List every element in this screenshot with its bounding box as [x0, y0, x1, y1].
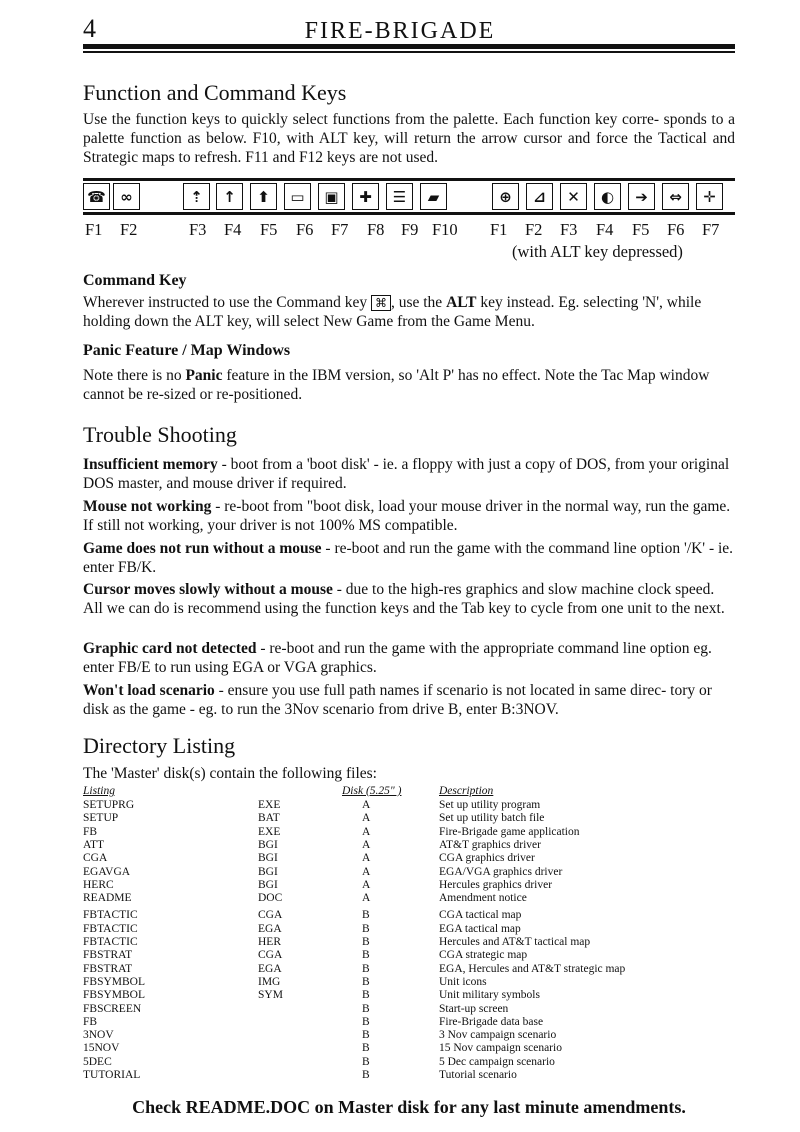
function-key-label: F1: [85, 220, 103, 239]
file-extension: BGI: [258, 838, 278, 851]
alt-function-key-label: F1: [490, 220, 508, 239]
file-name: HERC: [83, 878, 114, 891]
file-name: README: [83, 892, 132, 905]
scroll-up-icon: ⇡: [183, 183, 210, 210]
subheading-command-key: Command Key: [83, 272, 187, 289]
file-name: 5DEC: [83, 1055, 112, 1068]
disk-letter: B: [362, 989, 370, 1002]
file-description: Amendment notice: [439, 892, 527, 905]
file-description: AT&T graphics driver: [439, 838, 541, 851]
file-description: Unit military symbols: [439, 989, 540, 1002]
disk-letter: A: [362, 865, 371, 878]
trouble-term: Insufficient memory: [83, 456, 218, 473]
file-name: FB: [83, 825, 98, 838]
trouble-term: Mouse not working: [83, 498, 212, 515]
crosshair-icon: ⊕: [492, 183, 519, 210]
file-extension: SYM: [258, 989, 283, 1002]
document-title: FIRE-BRIGADE: [304, 18, 496, 44]
disk-letter: B: [362, 949, 370, 962]
alt-function-key-label: F5: [632, 220, 650, 239]
arrow-r-icon: ➔: [628, 183, 655, 210]
section-heading-function-keys: Function and Command Keys: [83, 80, 347, 105]
phone-icon: ☎: [83, 183, 110, 210]
trouble-item: [83, 497, 735, 535]
file-description: Start-up screen: [439, 1002, 509, 1015]
file-extension: DOC: [258, 892, 283, 905]
section-heading-directory: Directory Listing: [83, 733, 236, 758]
function-key-label: F3: [189, 220, 207, 239]
file-extension: BAT: [258, 812, 280, 825]
column-header-disk: Disk (5.25" ): [342, 785, 402, 797]
alt-function-key-label: F4: [596, 220, 614, 239]
function-key-label: F4: [224, 220, 242, 239]
file-description: Fire-Brigade data base: [439, 1015, 544, 1028]
file-name: SETUPRG: [83, 799, 135, 811]
unit-box-alt-icon: ▣: [318, 183, 345, 210]
file-extension: CGA: [258, 909, 283, 922]
truck-icon: ▰: [420, 183, 447, 210]
trouble-text: - due to the high-res graphics and slow machine clock speed. All we can do is recommend using the function keys and the Tab key to cycle from one unit to the next.: [83, 581, 725, 617]
file-description: CGA tactical map: [439, 909, 522, 922]
file-extension: BGI: [258, 878, 278, 891]
file-description: 5 Dec campaign scenario: [439, 1055, 555, 1068]
file-name: ATT: [83, 838, 105, 851]
function-key-label: F7: [331, 220, 349, 239]
trouble-term: Cursor moves slowly without a mouse: [83, 581, 333, 598]
file-extension: EXE: [258, 799, 281, 811]
trouble-text: - ensure you use full path names if scenario is not located in same direc- tory or disk as the game - eg. to run the 3Nov scenario from drive B, enter B:3NOV.: [83, 682, 712, 718]
panic-paragraph: Note there is no Panic feature in the IBM version, so 'Alt P' has no effect. Note the Tac Map window cannot be re-sized or re-positioned.: [83, 367, 710, 403]
half-circle-icon: ◐: [594, 183, 621, 210]
file-extension: BGI: [258, 852, 278, 865]
trouble-term: Game does not run without a mouse: [83, 540, 322, 557]
disk-letter: B: [362, 1055, 370, 1068]
trouble-term: Graphic card not detected: [83, 640, 257, 657]
directory-listing: [83, 785, 735, 1090]
disk-letter: B: [362, 936, 370, 948]
command-key-paragraph: Wherever instructed to use the Command key ⌘ , use the ALT key instead. Eg. selecting 'N', while holding down the ALT key, will select New Game from the Game Menu.: [83, 294, 702, 330]
trouble-text: - re-boot and run the game with the command line option '/K' - ie. enter FB/K.: [83, 540, 734, 576]
disk-letter: B: [362, 1002, 370, 1015]
file-extension: BGI: [258, 865, 278, 878]
disk-letter: B: [362, 1069, 370, 1081]
disk-letter: B: [362, 975, 370, 988]
file-description: Hercules and AT&T tactical map: [439, 936, 591, 948]
disk-letter: A: [362, 852, 371, 865]
disk-letter: B: [362, 1015, 370, 1028]
disk-letter: B: [362, 962, 370, 975]
file-description: CGA graphics driver: [439, 852, 535, 865]
file-name: CGA: [83, 852, 108, 865]
page-number: 4: [83, 14, 96, 43]
function-key-label: F8: [367, 220, 385, 239]
trouble-text: - boot from a 'boot disk' - ie. a floppy with just a copy of DOS, from your original DOS master, and mouse driver if required.: [83, 456, 730, 492]
disk-letter: B: [362, 909, 370, 922]
alt-function-key-label: F7: [702, 220, 720, 239]
file-name: FBTACTIC: [83, 936, 138, 948]
alt-function-key-label: F6: [667, 220, 685, 239]
file-extension: EGA: [258, 922, 282, 935]
file-name: 15NOV: [83, 1042, 120, 1055]
file-extension: HER: [258, 936, 281, 948]
file-description: EGA tactical map: [439, 922, 521, 935]
section-heading-trouble: Trouble Shooting: [83, 422, 237, 447]
function-key-label: F6: [296, 220, 314, 239]
disk-letter: A: [362, 892, 371, 905]
alt-key-note: (with ALT key depressed): [512, 242, 683, 261]
up-arrow-icon: ↑: [216, 183, 243, 210]
disk-letter: B: [362, 1042, 370, 1055]
file-name: TUTORIAL: [83, 1069, 141, 1081]
trouble-item: [83, 681, 735, 719]
cancel-icon: ✕: [560, 183, 587, 210]
file-name: FBSYMBOL: [83, 989, 145, 1002]
disk-letter: A: [362, 812, 371, 825]
grid-move-icon: ⊿: [526, 183, 553, 210]
plus-figure-icon: ✛: [696, 183, 723, 210]
header-rule-thin: [83, 51, 735, 53]
column-header-description: Description: [439, 785, 494, 797]
header-rule: [83, 44, 735, 49]
disk-letter: A: [362, 799, 371, 811]
file-name: FBSTRAT: [83, 962, 133, 975]
file-name: EGAVGA: [83, 865, 131, 878]
function-key-label: F10: [432, 220, 458, 239]
file-description: Tutorial scenario: [439, 1069, 517, 1081]
trouble-item: [83, 580, 735, 618]
file-name: FB: [83, 1015, 98, 1028]
file-name: SETUP: [83, 812, 119, 825]
unit-box-icon: ▭: [284, 183, 311, 210]
trouble-item: [83, 539, 735, 577]
file-description: 3 Nov campaign scenario: [439, 1029, 557, 1042]
subheading-panic: Panic Feature / Map Windows: [83, 342, 291, 359]
function-key-label: F2: [120, 220, 138, 239]
alt-function-key-label: F3: [560, 220, 578, 239]
file-description: CGA strategic map: [439, 949, 528, 962]
binoculars-icon: ∞: [113, 183, 140, 210]
file-name: FBSYMBOL: [83, 975, 145, 988]
file-extension: IMG: [258, 975, 281, 988]
function-key-label: F9: [401, 220, 419, 239]
file-name: FBSCREEN: [83, 1002, 142, 1015]
disk-letter: A: [362, 878, 371, 891]
file-description: Fire-Brigade game application: [439, 825, 580, 838]
command-key-icon: ⌘: [371, 295, 391, 311]
directory-intro: The 'Master' disk(s) contain the following files:: [83, 765, 377, 782]
disk-letter: A: [362, 838, 371, 851]
file-description: Unit icons: [439, 975, 487, 988]
file-description: Set up utility program: [439, 799, 541, 811]
file-description: Set up utility batch file: [439, 812, 545, 825]
file-name: 3NOV: [83, 1029, 114, 1042]
disk-letter: B: [362, 1029, 370, 1042]
trouble-term: Won't load scenario: [83, 682, 215, 699]
file-name: FBTACTIC: [83, 909, 138, 922]
file-description: EGA/VGA graphics driver: [439, 865, 563, 878]
disk-letter: B: [362, 922, 370, 935]
disk-letter: A: [362, 825, 371, 838]
footer-notice: Check README.DOC on Master disk for any last minute amendments.: [132, 1097, 686, 1117]
file-extension: CGA: [258, 949, 283, 962]
trouble-text: - re-boot from "boot disk, load your mouse driver in the normal way, run the game. If still not working, your driver is not 100% MS compatible.: [83, 498, 731, 534]
alt-function-key-label: F2: [525, 220, 543, 239]
function-key-palette: [83, 178, 735, 216]
file-name: FBTACTIC: [83, 922, 138, 935]
function-key-label: F5: [260, 220, 278, 239]
function-keys-paragraph: Use the function keys to quickly select functions from the palette. Each function key corre- sponds to a palette function as below. F10, with ALT key, will return the arrow cursor and force the Tactical and Strategic maps to refresh. F11 and F12 keys are not used.: [83, 111, 735, 166]
file-description: Hercules graphics driver: [439, 878, 553, 891]
file-description: EGA, Hercules and AT&T strategic map: [439, 962, 626, 975]
trouble-item: [83, 639, 735, 677]
column-header-listing: Listing: [83, 785, 115, 797]
file-extension: EGA: [258, 962, 282, 975]
trouble-item: [83, 455, 735, 493]
large-up-arrow-icon: ⬆: [250, 183, 277, 210]
file-name: FBSTRAT: [83, 949, 133, 962]
file-description: 15 Nov campaign scenario: [439, 1042, 562, 1055]
trouble-text: - re-boot and run the game with the appropriate command line option eg. enter FB/E to run using EGA or VGA graphics.: [83, 640, 712, 676]
list-icon: ☰: [386, 183, 413, 210]
double-arrow-icon: ⇔: [662, 183, 689, 210]
file-extension: EXE: [258, 825, 281, 838]
medic-cross-icon: ✚: [352, 183, 379, 210]
